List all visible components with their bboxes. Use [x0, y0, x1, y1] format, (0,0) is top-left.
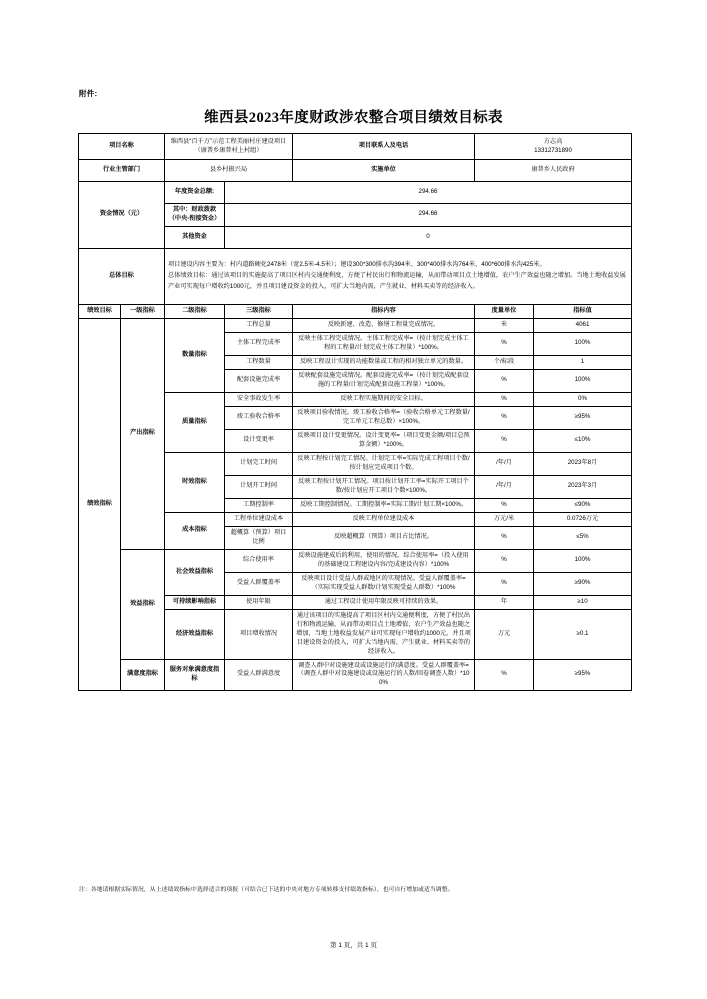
indicator-content: 反映设施建成后的利用、使用的情况。综合使用率=（投入使用的基础建设工程建设内容/完成建设内容）*100% — [293, 549, 475, 572]
indicator-value: ≥90% — [534, 572, 632, 595]
indicator-unit: % — [475, 549, 534, 572]
indicator-value: ≥0.1 — [534, 609, 632, 659]
footer-note: 注：各地请根据实际情况，从上述绩效指标中选择适合的项报（可结合已下达的中央对地方专项转移支付绩效指标），也可自行增加或适当调整。 — [79, 887, 454, 893]
indicator-content: 反映工期控制情况。工期控制率=实际工期/计划工期×100%。 — [293, 498, 475, 512]
dept-label: 行业主管部门 — [79, 160, 165, 182]
indicator-value: 0.0726万元 — [534, 512, 632, 526]
indicator-value: ≥10 — [534, 595, 632, 609]
indicator-value: ≥95% — [534, 406, 632, 429]
table-row — [79, 182, 632, 204]
page-title: 维西县2023年度财政涉农整合项目绩效目标表 — [204, 110, 503, 126]
indicator-unit: 万元 — [475, 609, 534, 659]
indicator-content: 通过该项目的实施提高了项目区村内交通便利度，方便了村民出行和物流运输，从而带动项目点土地增值，农户生产效益也随之增加，当地土地收益发展产业可实现每户增收约1000元，并且项目建设资金的投入，可扩大当地内需，产生就业、材料买卖等的经济收入。 — [293, 609, 475, 659]
indicator-unit: /年/月 — [475, 452, 534, 475]
indicator-value: ≤5% — [534, 526, 632, 549]
indicator-unit: % — [475, 526, 534, 549]
table-row — [79, 318, 632, 332]
level3-indicator: 计划完工时间 — [225, 452, 293, 475]
indicator-unit: % — [475, 392, 534, 406]
indicator-unit: % — [475, 659, 534, 691]
indicator-unit: % — [475, 429, 534, 452]
indicator-unit: % — [475, 369, 534, 392]
unit-value: 康普乡人民政府 — [475, 160, 632, 182]
contact-label: 项目联系人及电话 — [293, 134, 475, 160]
indicator-unit: 米 — [475, 318, 534, 332]
table-row — [79, 248, 632, 304]
project-name-label: 项目名称 — [79, 134, 165, 160]
perf-goal-label: 绩效指标 — [79, 318, 121, 691]
level1-indicator: 产出指标 — [121, 318, 165, 549]
indicator-value: 100% — [534, 369, 632, 392]
indicator-content: 反映工程设计实现的功能数量或工程的相对独立单元的数量。 — [293, 355, 475, 369]
column-header: 指标内容 — [293, 304, 475, 318]
table-row — [79, 659, 632, 691]
indicator-unit: % — [475, 498, 534, 512]
indicator-content: 反映超概算（预算）项目占比情况。 — [293, 526, 475, 549]
column-header: 指标值 — [534, 304, 632, 318]
level3-indicator: 工程总量 — [225, 318, 293, 332]
indicator-unit: 万元/米 — [475, 512, 534, 526]
unit-label: 实施单位 — [293, 160, 475, 182]
indicator-content: 反映项目设计变更情况。设计变更率=（项目变更金额/项目总预算金额）*100%。 — [293, 429, 475, 452]
indicator-content: 反映项目验收情况。竣工验收合格率=（验收合格单元工程数量/完工单元工程总数）×100%。 — [293, 406, 475, 429]
indicator-value: 2023年3月 — [534, 475, 632, 498]
funding-row-value: 0 — [225, 226, 632, 248]
level3-indicator: 设计变更率 — [225, 429, 293, 452]
level3-indicator: 综合使用率 — [225, 549, 293, 572]
level3-indicator: 竣工验收合格率 — [225, 406, 293, 429]
level3-indicator: 工程数量 — [225, 355, 293, 369]
level1-indicator: 效益指标 — [121, 549, 165, 659]
level2-indicator: 质量指标 — [165, 392, 225, 452]
level3-indicator: 受益人群满意度 — [225, 659, 293, 691]
level3-indicator: 计划开工时间 — [225, 475, 293, 498]
dept-value: 县乡村振兴局 — [165, 160, 293, 182]
level3-indicator: 工程单位建设成本 — [225, 512, 293, 526]
funding-row-label: 其中：财政拨款（中央-衔接资金） — [165, 204, 225, 227]
indicator-value: 0% — [534, 392, 632, 406]
level3-indicator: 主体工程完成率 — [225, 332, 293, 355]
level2-indicator: 社会效益指标 — [165, 549, 225, 595]
indicator-value: 100% — [534, 332, 632, 355]
indicator-unit: % — [475, 406, 534, 429]
indicator-content: 调查人群中对设施建设或设施运行的满意度。受益人群覆盖率=（调查人群中对设施建设或设施运行的人数/回卷调查人数）*100% — [293, 659, 475, 691]
funding-row-label: 其他资金 — [165, 226, 225, 248]
indicator-unit: 个/标段 — [475, 355, 534, 369]
indicator-content: 反映工程单位建设成本 — [293, 512, 475, 526]
column-header: 三级指标 — [225, 304, 293, 318]
column-header: 二级指标 — [165, 304, 225, 318]
funding-row-value: 294.66 — [225, 182, 632, 204]
overall-label: 总体目标 — [79, 248, 165, 304]
overall-value: 项目建设内容主要为：村内道路硬化2478米（宽2.5米-4.5米）；建设300*300排水沟394米、300*400排水沟764米、400*600排水沟425米。 总体绩效目标：通过该项目的实施提高了项目区村内交通便利度，方便了村民出行和物流运输，从而带动项目点土地增值，农户生产效益也随之增加。当地土地收益发展产业可实现每户增收约1000元，并且项目建设资金的投入，可扩大当地内需，产生就业、材料买卖等的经济收入。 — [165, 248, 632, 304]
contact-value: 方志高 13312731890 — [475, 134, 632, 160]
level3-indicator: 配套设施完成率 — [225, 369, 293, 392]
indicator-content: 反映主体工程完成情况。主体工程完成率=（按计划完成主体工程的工程量/计划完成主体工程量）*100%。 — [293, 332, 475, 355]
indicator-content: 反映工程按计划完工情况。计划完工率=实际完成工程项目个数/按计划应完成项目个数。 — [293, 452, 475, 475]
column-header: 绩效目标 — [79, 304, 121, 318]
attachment-label: 附件: — [79, 89, 98, 98]
funding-row-label: 年度资金总额: — [165, 182, 225, 204]
indicator-content: 反映工程按计划开工情况。项目按计划开工率=实际开工项目个数/按计划应开工项目个数×100%。 — [293, 475, 475, 498]
level3-indicator: 安全事故发生率 — [225, 392, 293, 406]
indicator-unit: % — [475, 332, 534, 355]
table-row — [79, 160, 632, 182]
table-row — [79, 549, 632, 572]
indicator-content: 反映项目设计受益人群或地区的实现情况。受益人群覆盖率=（实际实现受益人群数/计划实现受益人群数）*100% — [293, 572, 475, 595]
indicator-value: 100% — [534, 549, 632, 572]
indicator-value: 2023年8月 — [534, 452, 632, 475]
page-number: 第 1 页，共 1 页 — [330, 942, 377, 949]
funding-row-value: 294.66 — [225, 204, 632, 227]
level2-indicator: 时效指标 — [165, 452, 225, 512]
level2-indicator: 服务对象满意度指标 — [165, 659, 225, 691]
column-header: 一级指标 — [121, 304, 165, 318]
level3-indicator: 超概算（预算）项目比例 — [225, 526, 293, 549]
indicator-value: 4061 — [534, 318, 632, 332]
table-header-row — [79, 304, 632, 318]
indicator-unit: % — [475, 572, 534, 595]
indicator-content: 反映配套设施完成情况。配套设施完成率=（按计划完成配套设施的工程量/计划完成配套设施工程量）*100%。 — [293, 369, 475, 392]
table-row — [79, 134, 632, 160]
project-name-value: 维西县“百千万”示范工程美丽村庄建设项目（康普乡康普村上村组） — [165, 134, 293, 160]
indicator-unit: 年 — [475, 595, 534, 609]
level2-indicator: 可持续影响指标 — [165, 595, 225, 609]
level3-indicator: 工期控制率 — [225, 498, 293, 512]
column-header: 度量单位 — [475, 304, 534, 318]
level3-indicator: 受益人群覆盖率 — [225, 572, 293, 595]
level2-indicator: 数量指标 — [165, 318, 225, 392]
level2-indicator: 经济效益指标 — [165, 609, 225, 659]
funding-label: 资金情况（元） — [79, 182, 165, 249]
indicator-unit: /年/月 — [475, 475, 534, 498]
indicator-content: 通过工程设计使用年限反映可持续的效果。 — [293, 595, 475, 609]
performance-target-table — [78, 133, 632, 691]
level3-indicator: 使用年限 — [225, 595, 293, 609]
indicator-value: ≤90% — [534, 498, 632, 512]
level1-indicator: 满意度指标 — [121, 659, 165, 691]
indicator-content: 反映新建、改造、修缮工程量完成情况。 — [293, 318, 475, 332]
level2-indicator: 成本指标 — [165, 512, 225, 549]
level3-indicator: 项目增收情况 — [225, 609, 293, 659]
indicator-value: ≤10% — [534, 429, 632, 452]
indicator-value: 1 — [534, 355, 632, 369]
indicator-value: ≥95% — [534, 659, 632, 691]
indicator-content: 反映工程实施期间的安全目标。 — [293, 392, 475, 406]
